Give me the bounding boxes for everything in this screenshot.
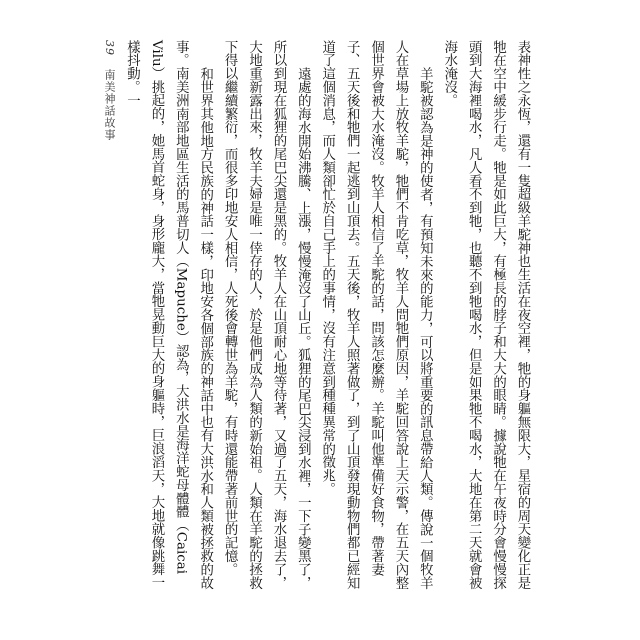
running-head: [102, 40, 116, 141]
page-number: 39: [103, 40, 116, 56]
book-title: 南美神話故事: [103, 68, 116, 141]
paragraph: 表神性之永恆，還有一隻超級羊駝神也生活在夜空裡，牠的身軀無限大，星宿的周天變化正是牠在空中緩步行走。牠是如此巨大，有極長的脖子和大大的眼睛。據說牠在午夜時分會慢慢探頭到大海裡喝水，凡人看不到牠，也聽不到牠喝水，但是如果牠不喝水，大地在第二天就會被海水淹沒。: [441, 40, 530, 590]
paragraph: 羊駝被認為是神的使者，有預知未來的能力，可以將重要的訊息帶給人類。傳說一個牧羊人在草場上放牧羊駝，牠們不肯吃草，牧羊人問牠們原因，羊駝回答說上天示警，在五天內整個世界會被大水淹沒。牧羊人相信了羊駝的話，問該怎麼辦。羊駝叫他準備好食物，帶著妻子、五天後和牠們一起逃到山頂去。五天後，牧羊人照著做了，到了山頂發現動物們都已經知道了這個消息，而人類卻忙於自己手上的事情，沒有注意到種種異常的徵兆。: [319, 40, 433, 590]
paragraph: 和世界其他地方民族的神話一樣，印地安各個部族的神話中也有大洪水和人類被拯救的故事。南美洲南部地區生活的馬普切人（Mapuche）認為，大洪水是海洋蛇母體體（Caicai Vilu）挑起的，她馬首蛇身，身形龐大，當牠晃動巨大的身軀時，巨浪滔天，大地就像跳舞一樣抖動。一: [124, 40, 213, 590]
paragraph: 遠處的海水開始沸騰、上漲，慢慢淹沒了山丘。狐狸的尾巴尖浸到水裡，一下子變黑了，所以到現在狐狸的尾巴尖還是黑的。牧羊人在山頂耐心地等待著，又過了五天，海水退去了，大地重新露出來，牧羊夫婦是唯一倖存的人，於是他們成為人類的新始祖。人類在羊駝的拯救下得以繼續繁衍，而很多印地安人相信，人死後會轉世為羊駝，有時還能帶著前世的記憶。: [222, 40, 311, 590]
body-text: [119, 40, 534, 600]
